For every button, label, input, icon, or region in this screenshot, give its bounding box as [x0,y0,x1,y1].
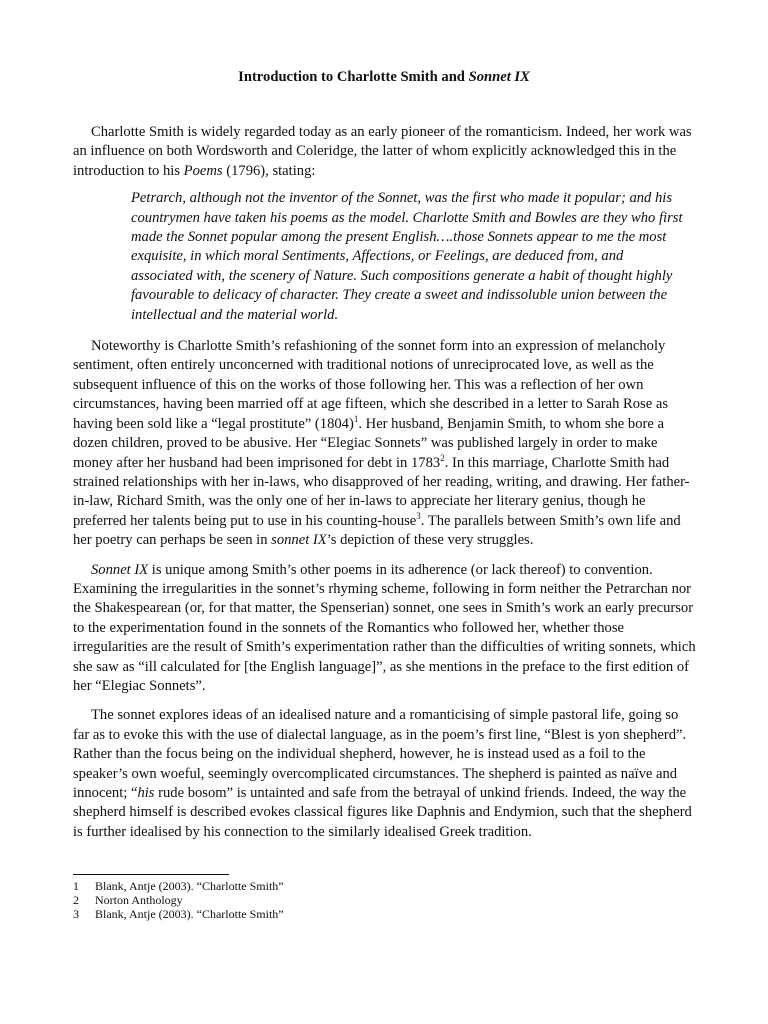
para2-text-b: . Her husband, Benjamin Smith, to whom she bore a dozen children, proved to be abusive. Her “Elegiac Sonnets” was published largely in order to make money after her husband had been imprisoned for debt in 1783 [73,415,664,471]
title-text: Introduction to Charlotte Smith and [238,69,469,85]
para4-text-a: The sonnet explores ideas of an idealised nature and a romanticising of simple pastoral life, going so far as to evoke this with the use of dialectal language, as in the poem’s first line, “Blest is yon shepherd”. Rather than the focus being on the individual shepherd, however, he is instead used as a foil to the speaker’s own woeful, seemingly overcomplicated circumstances. The shepherd is painted as naïve and innocent; “ [73,707,687,801]
para2-text-a: Noteworthy is Charlotte Smith’s refashioning of the sonnet form into an expression of melancholy sentiment, often entirely unconcerned with traditional notions of unreciprocated love, as well as the subsequent influence of this on the works of those following her. This was a reflection of her own circumstances, having been married off at age fifteen, which she described in a letter to Sarah Rose as having been sold like a “legal prostitute” (1804) [73,338,669,432]
page-title [0,68,768,86]
footnote-text: Blank, Antje (2003). “Charlotte Smith” [95,907,284,921]
footnote-ref-2: 2 [440,452,445,463]
para1-italic: Poems [183,162,223,179]
footnote-text: Norton Anthology [95,893,183,907]
para2-text-d: . The parallels between Smith’s own life and her poetry can perhaps be seen in [73,512,681,549]
paragraph-4 [73,706,698,842]
footnote-2 [73,893,284,907]
footnote-ref-1: 1 [353,413,359,424]
block-quote: Petrarch, although not the inventor of the Sonnet, was the first who made it popular; and his countrymen have taken his poems as the model. Charlotte Smith and Bowles are they who first made the Sonnet popular among the present English….those Sonnets appear to me the most exquisite, in which moral Sentiments, Affections, or Feelings, are deduced from, and associated with, the scenery of Nature. Such compositions generate a habit of thought highly favourable to delicacy of character. They create a sweet and indissoluble union between the intellectual and the material world. [131,190,683,323]
footnote-1 [73,879,284,893]
footnote-text: Blank, Antje (2003). “Charlotte Smith” [95,879,284,893]
footnote-number: 2 [73,893,79,907]
footnote-number: 3 [73,907,79,921]
para3-text-a: is unique among Smith’s other poems in its adherence (or lack thereof) to convention. Examining the irregularities in the sonnet’s rhyming scheme, following in form neither the Petrarchan nor the Shakespearean (or, for that matter, the Spenserian) sonnet, one sees in Smith’s work an early precursor to the experimentation found in the sonnets of the Romantics who followed her, whether those irregularities are the result of Smith’s experimentation rather than the difficulties of writing sonnets, which she saw as “ill calculated for [the English language]”, as she mentions in the preface to the first edition of her “Elegiac Sonnets”. [73,561,696,694]
paragraph-3 [73,561,698,697]
paragraph-2 [73,337,698,550]
footnote-ref-3: 3 [416,510,421,521]
para1-text-a: Charlotte Smith is widely regarded today as an early pioneer of the romanticism. Indeed, her work was an influence on both Wordsworth and Coleridge, the latter of whom explicitly acknowledged this in the introduction to his [73,124,692,179]
para1-text-b: (1796), stating: [222,162,316,179]
para2-italic: sonnet IX [271,532,327,549]
para2-text-c: . In this marriage, Charlotte Smith had strained relationships with her in-laws, who disapproved of her reading, writing, and drawing. Her father-in-law, Richard Smith, was the only one of her in-laws to appreciate her literary genius, though he preferred her talents being put to use in his counting-house [73,454,690,529]
footnote-number: 1 [73,879,79,893]
body-text [73,123,698,842]
footnote-3 [73,907,284,921]
footnotes [73,879,284,921]
para3-italic: Sonnet IX [91,561,149,578]
para4-text-b: rude bosom” is untainted and safe from the betrayal of unkind friends. Indeed, the way the shepherd himself is described evokes classical figures like Daphnis and Endymion, such that the shepherd is further idealised by his connection to the similarly idealised Greek tradition. [73,785,692,840]
paragraph-1 [73,123,698,181]
para4-italic: his [137,785,155,801]
footnote-divider [73,874,229,875]
title-italic: Sonnet IX [468,69,530,85]
para2-text-e: ’s depiction of these very struggles. [326,532,534,549]
